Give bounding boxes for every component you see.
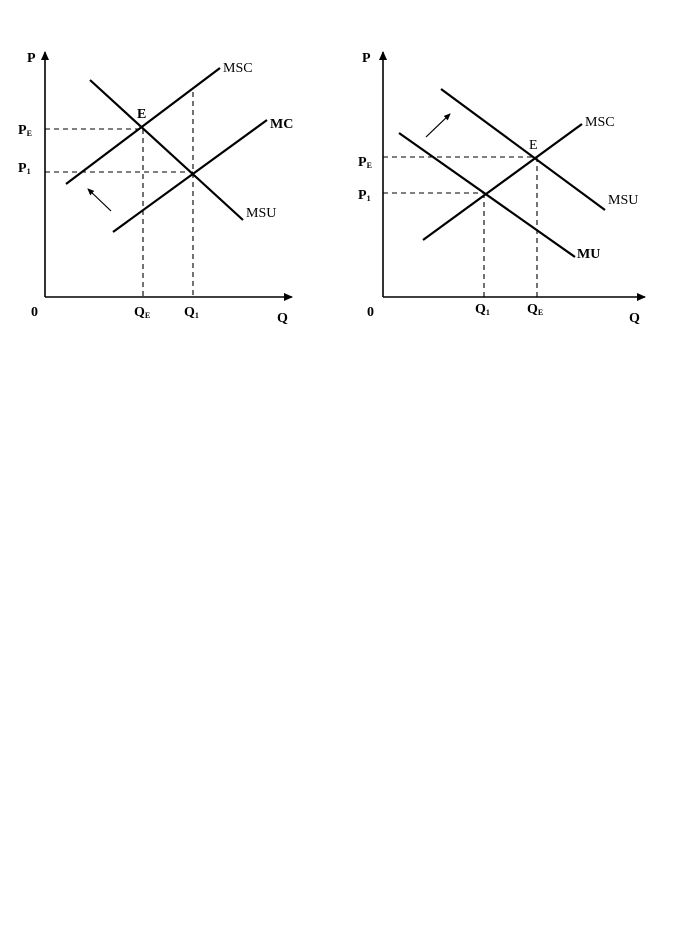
left-label-qe: QE bbox=[134, 305, 151, 320]
left-shift-arrow bbox=[88, 189, 111, 211]
left-mc-curve bbox=[113, 120, 267, 232]
right-msu-curve bbox=[441, 89, 605, 210]
right-x-axis-label: Q bbox=[629, 311, 640, 326]
left-point-e-label: E bbox=[137, 107, 147, 122]
right-point-e-label: E bbox=[529, 138, 538, 153]
right-label-p1: P1 bbox=[358, 188, 371, 203]
left-label-pe: PE bbox=[18, 123, 32, 138]
right-origin-label: 0 bbox=[367, 305, 374, 320]
left-mc-label: MC bbox=[270, 117, 294, 132]
right-panel bbox=[358, 51, 645, 326]
left-x-axis-label: Q bbox=[277, 311, 288, 326]
right-label-q1: Q1 bbox=[475, 302, 490, 317]
left-origin-label: 0 bbox=[31, 305, 38, 320]
left-msu-label: MSU bbox=[246, 206, 277, 221]
left-label-p1: P1 bbox=[18, 161, 31, 176]
right-y-axis-label: P bbox=[362, 51, 371, 66]
right-msc-curve bbox=[423, 124, 582, 240]
right-msu-label: MSU bbox=[608, 193, 639, 208]
right-mu-label: MU bbox=[577, 247, 601, 262]
right-shift-arrow bbox=[426, 114, 450, 137]
left-label-q1: Q1 bbox=[184, 305, 199, 320]
right-msc-label: MSC bbox=[585, 115, 615, 130]
right-label-pe: PE bbox=[358, 155, 372, 170]
right-label-qe: QE bbox=[527, 302, 544, 317]
left-panel bbox=[18, 51, 293, 326]
left-y-axis-label: P bbox=[27, 51, 36, 66]
left-msc-label: MSC bbox=[223, 61, 253, 76]
